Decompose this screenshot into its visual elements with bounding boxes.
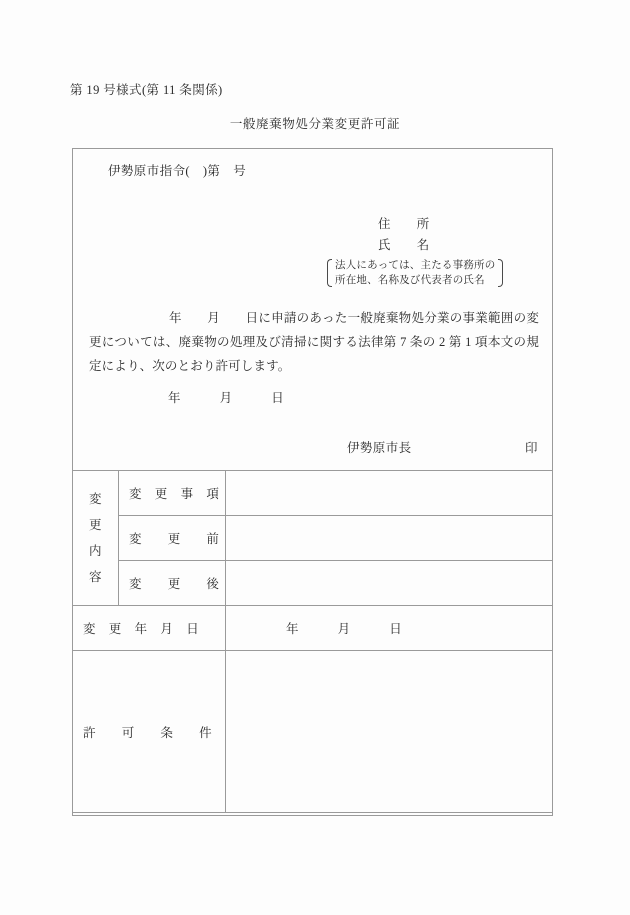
corporate-note-line2: 所在地、名称及び代表者の氏名	[335, 275, 485, 286]
certificate-body-text: 年 月 日に申請のあった一般廃棄物処分業の事業範囲の変更については、廃棄物の処理及び清掃に関する法律第 7 条の 2 第 1 項本文の規定により、次のとおり許可します。	[89, 311, 539, 373]
table-row	[73, 606, 553, 651]
change-date-value-text: 年 月 日	[286, 622, 403, 636]
bracket-left-icon	[325, 258, 332, 288]
issue-date: 年 月 日	[168, 391, 285, 405]
table-row	[73, 651, 553, 813]
order-number: 伊勢原市指令( )第 号	[108, 164, 247, 178]
change-after-label-text: 変 更 後	[129, 577, 220, 591]
conditions-label-text: 許 可 条 件	[83, 725, 213, 740]
form-number: 第 19 号様式(第 11 条関係)	[70, 83, 223, 97]
address-label: 住 所	[378, 217, 430, 231]
change-before-value[interactable]	[226, 516, 553, 561]
change-after-label	[119, 561, 226, 606]
corporate-note-text	[332, 258, 498, 288]
table-row	[73, 471, 553, 516]
change-content-char-2: 更	[89, 518, 102, 532]
change-before-label-text: 変 更 前	[129, 532, 220, 546]
conditions-label	[73, 651, 226, 813]
change-after-value[interactable]	[226, 561, 553, 606]
change-date-value[interactable]	[226, 606, 553, 651]
change-content-char-3: 内	[89, 544, 102, 558]
seal-mark: 印	[525, 441, 538, 455]
change-item-value[interactable]	[226, 471, 553, 516]
change-item-label-text: 変 更 事 項	[129, 487, 220, 501]
document-title: 一般廃棄物処分業変更許可証	[229, 117, 401, 131]
change-content-char-1: 変	[89, 492, 102, 506]
corporate-note-line1: 法人にあっては、主たる事務所の	[335, 260, 496, 271]
table-row	[73, 516, 553, 561]
conditions-value[interactable]	[226, 651, 553, 813]
change-content-header	[73, 471, 119, 606]
change-item-label	[119, 471, 226, 516]
table-row	[73, 561, 553, 606]
change-before-label	[119, 516, 226, 561]
bracket-right-icon	[498, 258, 505, 288]
issuer-name: 伊勢原市長	[347, 441, 412, 455]
change-details-table	[72, 470, 553, 813]
corporate-note	[325, 258, 505, 288]
change-date-label-text: 変 更 年 月 日	[83, 622, 200, 636]
certificate-upper-block	[72, 148, 553, 470]
change-date-label	[73, 606, 226, 651]
change-content-char-4: 容	[89, 570, 102, 584]
name-label: 氏 名	[378, 238, 430, 252]
